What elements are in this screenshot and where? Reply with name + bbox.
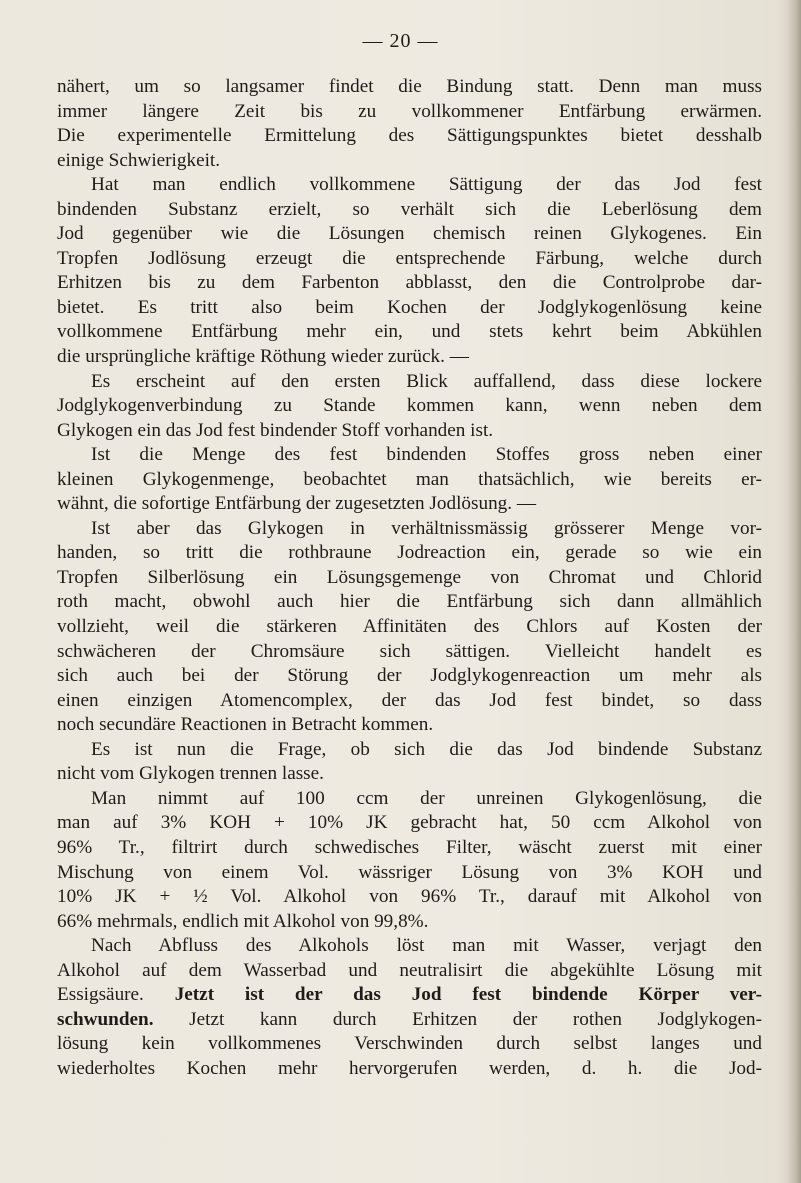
text-line: nicht vom Glykogen trennen lasse. [57, 763, 324, 785]
text-line: schwächeren der Chromsäure sich sättigen. Vielleicht handelt es [57, 640, 762, 662]
text-line: Jod gegenüber wie die Lösungen chemisch reinen Glykogenes. Ein [57, 223, 762, 245]
text-line: einige Schwierigkeit. [57, 149, 221, 171]
text-line: bindenden Substanz erzielt, so verhält sich die Leberlösung dem [57, 198, 762, 220]
text-line: Alkohol auf dem Wasserbad und neutralisirt die abgekühlte Lösung mit [57, 959, 762, 981]
text-line: Tropfen Jodlösung erzeugt die entsprechende Färbung, welche durch [57, 247, 762, 269]
text-line: Es ist nun die Frage, ob sich die das Jod bindende Substanz [91, 738, 762, 760]
text-line: Ist die Menge des fest bindenden Stoffes gross neben einer [91, 444, 762, 466]
text-line: vollzieht, weil die stärkeren Affinitäten des Chlors auf Kosten der [57, 616, 762, 638]
text-line [57, 1008, 762, 1033]
text-span: Essigsäure. [57, 984, 175, 1006]
text-line: Jodglykogenverbindung zu Stande kommen kann, wenn neben dem [57, 395, 762, 417]
text-line: noch secundäre Reactionen in Betracht kommen. [57, 714, 434, 736]
text-line: wiederholtes Kochen mehr hervorgerufen werden, d. h. die Jod- [57, 1057, 762, 1079]
text-line: handen, so tritt die rothbraune Jodreaction ein, gerade so wie ein [57, 542, 762, 564]
text-line: Nach Abfluss des Alkohols löst man mit Wasser, verjagt den [91, 935, 762, 957]
text-line: 10% JK + ½ Vol. Alkohol von 96% Tr., darauf mit Alkohol von [57, 886, 762, 908]
text-line: man auf 3% KOH + 10% JK gebracht hat, 50 ccm Alkohol von [57, 812, 762, 834]
text-line: 96% Tr., filtrirt durch schwedisches Filter, wäscht zuerst mit einer [57, 836, 762, 858]
text-line: lösung kein vollkommenes Verschwinden durch selbst langes und [57, 1033, 762, 1055]
text-span: Jetzt kann durch Erhitzen der rothen Jodglykogen- [153, 1008, 762, 1030]
page-number: — 20 — [362, 30, 439, 52]
text-line: kleinen Glykogenmenge, beobachtet man thatsächlich, wie bereits er- [57, 468, 762, 490]
text-line: Tropfen Silberlösung ein Lösungsgemenge von Chromat und Chlorid [57, 566, 762, 588]
text-line: vollkommene Entfärbung mehr ein, und stets kehrt beim Abkühlen [57, 321, 762, 343]
text-line: Hat man endlich vollkommene Sättigung der das Jod fest [91, 174, 762, 196]
text-line [57, 983, 762, 1008]
text-line: nähert, um so langsamer findet die Bindung statt. Denn man muss [57, 76, 762, 97]
text-line: Glykogen ein das Jod fest bindender Stoff vorhanden ist. [57, 419, 494, 441]
text-line: Mischung von einem Vol. wässriger Lösung von 3% KOH und [57, 861, 762, 883]
page-edge-shadow [787, 0, 801, 1183]
text-line: Man nimmt auf 100 ccm der unreinen Glykogenlösung, die [91, 787, 762, 809]
text-line: sich auch bei der Störung der Jodglykogenreaction um mehr als [57, 665, 762, 687]
text-line: Die experimentelle Ermittelung des Sättigungspunktes bietet desshalb [57, 125, 762, 147]
text-line: wähnt, die sofortige Entfärbung der zugesetzten Jodlösung. — [57, 493, 537, 515]
text-line: bietet. Es tritt also beim Kochen der Jodglykogenlösung keine [57, 296, 762, 318]
text-line: einen einzigen Atomencomplex, der das Jod fest bindet, so dass [57, 689, 762, 711]
body-text [57, 75, 762, 1081]
emphasized-text: Jetzt ist der das Jod fest bindende Körper ver- [174, 984, 763, 1006]
text-line: Es erscheint auf den ersten Blick auffallend, dass diese lockere [91, 370, 762, 392]
text-line: Ist aber das Glykogen in verhältnissmässig grösserer Menge vor- [91, 517, 762, 539]
text-line: immer längere Zeit bis zu vollkommener Entfärbung erwärmen. [57, 100, 762, 122]
text-line: 66% mehrmals, endlich mit Alkohol von 99,8%. [57, 910, 429, 932]
text-line: roth macht, obwohl auch hier die Entfärbung sich dann allmählich [57, 591, 762, 613]
text-line: Erhitzen bis zu dem Farbenton abblasst, den die Controlprobe dar- [57, 272, 762, 294]
text-line: die ursprüngliche kräftige Röthung wieder zurück. — [57, 346, 469, 368]
emphasized-text: schwunden. [57, 1008, 154, 1030]
